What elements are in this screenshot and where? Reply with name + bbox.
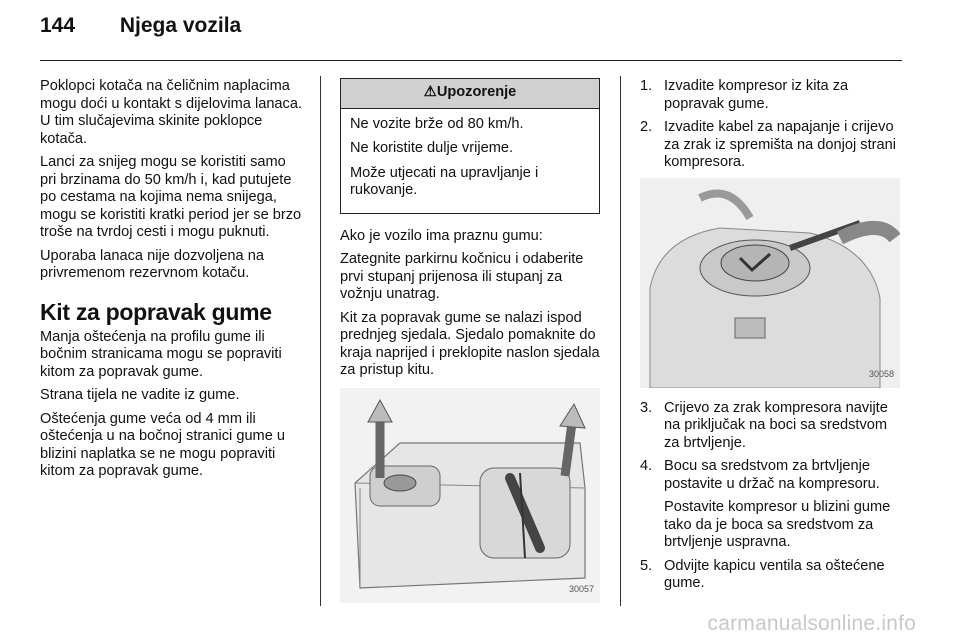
figure-code: 30057 — [568, 584, 594, 594]
column-right — [640, 78, 902, 599]
list-item — [640, 458, 902, 552]
warning-box — [340, 78, 600, 214]
step-text: Izvadite kabel za napajanje i crijevo za zrak iz spremišta na donjoj strani kompresora. — [664, 119, 896, 170]
paragraph: Strana tijela ne vadite iz gume. — [40, 387, 240, 403]
paragraph: Kit za popravak gume se nalazi ispod prednjeg sjedala. Sjedalo pomaknite do kraja naprijed i preklopite naslon sjedala za pristup kitu. — [340, 309, 600, 378]
warning-line: Može utjecati na upravljanje i rukovanje. — [350, 164, 539, 198]
figure-code: 30058 — [868, 369, 894, 379]
step-number: 4. — [640, 458, 653, 474]
column-left — [40, 78, 306, 487]
repair-kit-illustration — [340, 388, 600, 603]
compressor-illustration — [640, 178, 900, 388]
step-text: Bocu sa sredstvom za brtvljenje postavite u držač na kompresoru. — [664, 458, 880, 492]
paragraph: Lanci za snijeg mogu se koristiti samo pri brzinama do 50 km/h i, kad putujete po cestama na kojima nema snijega, mogu se koristiti kratki period jer se brzo troše na tvrdoj cesti i mogu puknuti. — [40, 154, 302, 240]
section-heading: Kit za popravak gume — [40, 298, 272, 325]
warning-line: Ne koristite dulje vrijeme. — [350, 140, 514, 156]
page-number: 144 — [40, 14, 76, 37]
warning-title: Upozorenje — [436, 84, 517, 100]
page-header — [40, 14, 241, 38]
step-number: 5. — [640, 557, 653, 574]
step-text: Crijevo za zrak kompresora navijte na priključak na boci sa sredstvom za brtvljenje. — [664, 399, 888, 451]
step-number: 3. — [640, 399, 653, 416]
paragraph: Ako je vozilo ima praznu gumu: — [340, 227, 543, 244]
page-title: Njega vozila — [119, 14, 242, 37]
column-middle — [340, 78, 602, 603]
watermark: carmanualsonline.info — [707, 612, 916, 635]
step-text: Izvadite kompresor iz kita za popravak gume. — [664, 78, 849, 112]
warning-line: Ne vozite brže od 80 km/h. — [350, 115, 524, 132]
list-item — [640, 558, 902, 593]
step-text: Odvijte kapicu ventila sa oštećene gume. — [664, 557, 885, 591]
repair-kit-drawing — [340, 388, 600, 603]
step-number: 2. — [640, 119, 653, 135]
list-item — [640, 78, 902, 113]
step-number: 1. — [640, 78, 653, 94]
warning-body — [341, 109, 599, 213]
paragraph: Uporaba lanaca nije dozvoljena na privremenom rezervnom kotaču. — [40, 247, 264, 281]
paragraph: Manja oštećenja na profilu gume ili bočnim stranicama mogu se popraviti kitom za popravak gume. — [40, 328, 282, 380]
warning-triangle-icon: ⚠ — [423, 84, 437, 100]
column-divider — [320, 76, 321, 606]
paragraph: Poklopci kotača na čeličnim naplacima mogu doći u kontakt s dijelovima lanaca. U tim slučajevima skinite poklopce kotača. — [40, 78, 303, 147]
warning-header — [341, 79, 599, 109]
paragraph: Zategnite parkirnu kočnicu i odaberite prvi stupanj prijenosa ili stupanj za vožnju unatrag. — [340, 251, 584, 302]
header-rule — [40, 60, 902, 61]
column-divider — [620, 76, 621, 606]
list-item — [640, 400, 902, 453]
steps-list — [640, 78, 902, 172]
paragraph: Oštećenja gume veća od 4 mm ili oštećenja u na bočnoj stranici gume u blizini naplatka se ne mogu popraviti kitom za popravak gume. — [40, 410, 286, 479]
list-item — [640, 119, 902, 172]
compressor-drawing — [640, 178, 900, 388]
steps-list — [640, 400, 902, 593]
step-note: Postavite kompresor u blizini gume tako da je boca sa sredstvom za brtvljenje uspravna. — [664, 499, 891, 550]
